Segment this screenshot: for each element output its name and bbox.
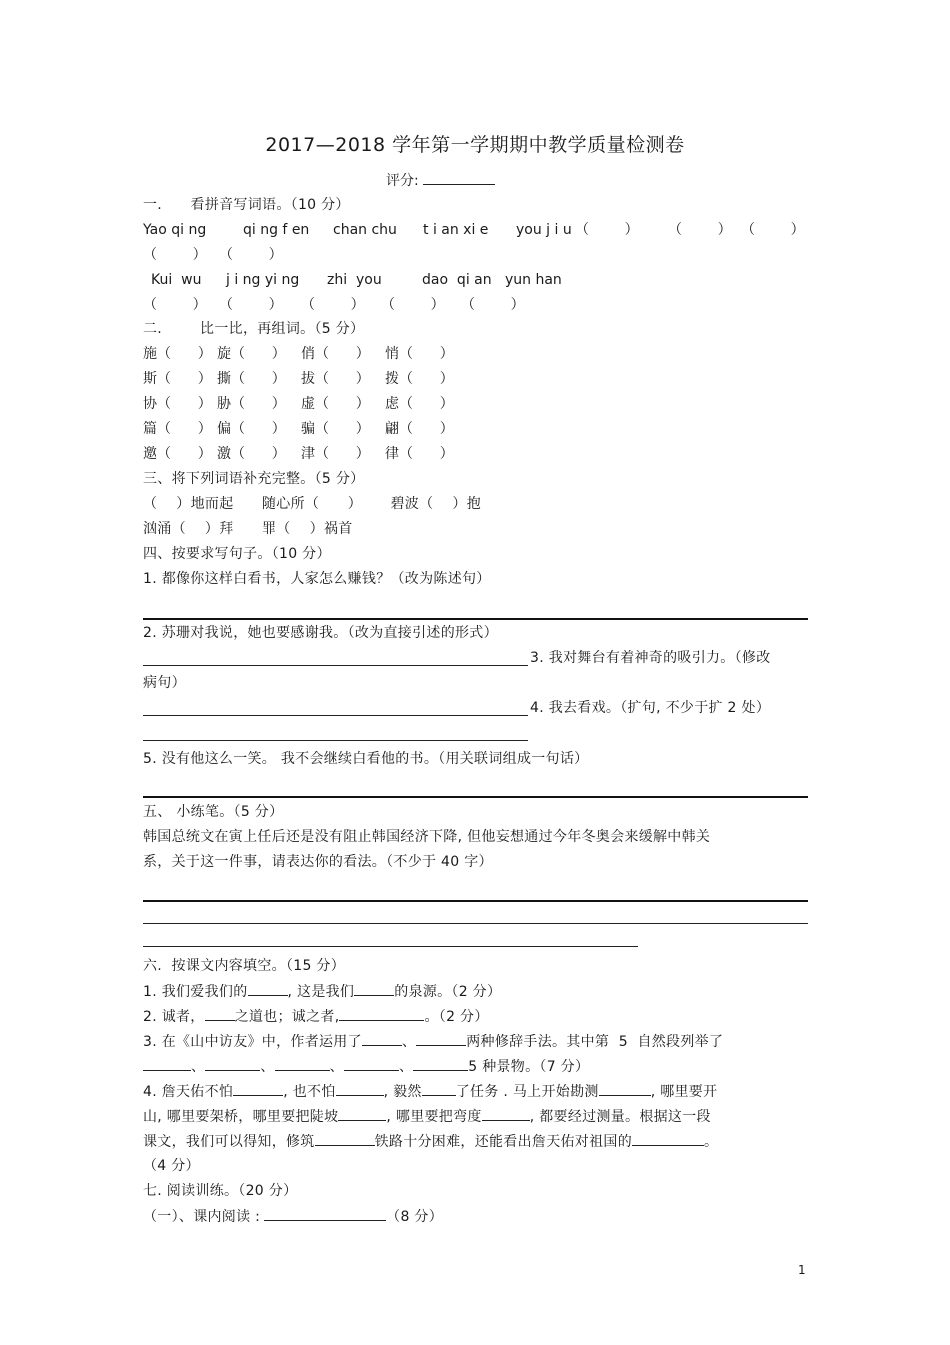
fill-blank[interactable] <box>143 1056 191 1071</box>
pinyin-item: chan chu <box>333 222 397 238</box>
compare-cell[interactable]: 激（ ） <box>217 446 286 462</box>
fill-blank[interactable] <box>344 1056 399 1071</box>
fill-blank[interactable] <box>336 1081 384 1096</box>
compare-cell[interactable]: 悄（ ） <box>385 346 454 362</box>
page-title: 2017—2018 学年第一学期期中教学质量检测卷 <box>265 134 685 156</box>
fill-blank[interactable] <box>275 1056 330 1071</box>
essay-prompt: 系，关于这一件事，请表达你的看法。（不少于 40 字） <box>143 854 493 870</box>
fill-blank[interactable] <box>339 1006 424 1021</box>
pinyin-item: t i an xi e <box>423 222 489 238</box>
compare-cell[interactable]: 斯（ ） <box>143 371 212 387</box>
fill-blank[interactable] <box>413 1056 468 1071</box>
fill-blank[interactable] <box>416 1031 466 1046</box>
compare-cell[interactable]: 拔（ ） <box>301 371 370 387</box>
question-4-4: 4. 我去看戏。（扩句, 不少于扩 2 处） <box>530 700 771 716</box>
compare-cell[interactable]: 旋（ ） <box>217 346 286 362</box>
compare-cell[interactable]: 邀（ ） <box>143 446 212 462</box>
score-field <box>386 170 495 190</box>
compare-cell[interactable]: 律（ ） <box>385 446 454 462</box>
score-label: 评分: <box>386 173 419 189</box>
compare-cell[interactable]: 津（ ） <box>301 446 370 462</box>
question-4-2: 2. 苏珊对我说，她也要感谢我。（改为直接引述的形式） <box>143 625 498 641</box>
compare-cell[interactable]: 篇（ ） <box>143 421 212 437</box>
pinyin-item: qi ng f en <box>243 222 310 238</box>
pinyin-item: Kui wu <box>151 272 202 288</box>
fill-blank[interactable] <box>315 1131 375 1146</box>
question-4-3-cont: 病句） <box>143 675 186 691</box>
fill-score: （4 分） <box>143 1158 200 1174</box>
answer-paren[interactable]: （ ） <box>143 297 207 313</box>
answer-paren[interactable]: （ ） <box>575 222 639 238</box>
answer-paren[interactable]: （ ） <box>461 297 525 313</box>
answer-paren[interactable]: （ ） <box>219 297 283 313</box>
question-4-1: 1. 都像你这样白看书，人家怎么赚钱？（改为陈述句） <box>143 571 491 587</box>
pinyin-item: dao qi an <box>422 272 492 288</box>
section-5-heading: 五、 小练笔。（5 分） <box>143 804 284 820</box>
fill-blank[interactable] <box>632 1131 704 1146</box>
page-number: 1 <box>798 1263 806 1277</box>
compare-cell[interactable]: 施（ ） <box>143 346 212 362</box>
answer-paren[interactable]: （ ） <box>741 222 805 238</box>
pinyin-item: you j i u <box>516 222 572 238</box>
fill-blank[interactable] <box>599 1081 651 1096</box>
fill-blank[interactable] <box>482 1106 530 1121</box>
compare-cell[interactable]: 骗（ ） <box>301 421 370 437</box>
idiom-line[interactable]: （ ）地而起 随心所（ ） 碧波（ ）抱 <box>143 496 482 512</box>
compare-cell[interactable]: 撕（ ） <box>217 371 286 387</box>
fill-line-4: 、 、 、 、 5 种景物。（7 分） <box>143 1056 589 1077</box>
answer-line[interactable] <box>143 796 808 798</box>
answer-line[interactable] <box>143 900 808 902</box>
pinyin-item: Yao qi ng <box>143 222 207 238</box>
answer-paren[interactable]: （ ） <box>668 222 732 238</box>
section-6-heading: 六. 按课文内容填空。（15 分） <box>143 958 346 974</box>
answer-paren[interactable]: （ ） <box>219 247 283 263</box>
score-blank[interactable] <box>423 170 495 185</box>
answer-paren[interactable]: （ ） <box>381 297 445 313</box>
section-7-heading: 七. 阅读训练。（20 分） <box>143 1183 298 1199</box>
fill-line-6: 山, 哪里要架桥，哪里要把陡坡 , 哪里要把弯度 , 都要经过测量。根据这一段 <box>143 1106 711 1127</box>
compare-cell[interactable]: 胁（ ） <box>217 396 286 412</box>
fill-blank[interactable] <box>338 1106 386 1121</box>
fill-line-1: 1. 我们爱我们的 , 这是我们 的泉源。（2 分） <box>143 981 501 1002</box>
fill-blank[interactable] <box>264 1206 386 1221</box>
answer-line[interactable] <box>143 618 808 620</box>
fill-blank[interactable] <box>205 1006 235 1021</box>
fill-blank[interactable] <box>354 981 394 996</box>
compare-cell[interactable]: 虚（ ） <box>301 396 370 412</box>
pinyin-item: yun han <box>505 272 562 288</box>
section-3-heading: 三、将下列词语补充完整。（5 分） <box>143 471 365 487</box>
fill-blank[interactable] <box>205 1056 260 1071</box>
fill-line-3: 3. 在《山中访友》中，作者运用了 、 两种修辞手法。其中第 5 自然段列举了 <box>143 1031 723 1052</box>
question-4-3: 3. 我对舞台有着神奇的吸引力。（修改 <box>530 650 771 666</box>
question-4-5: 5. 没有他这么一笑。 我不会继续白看他的书。（用关联词组成一句话） <box>143 751 589 767</box>
answer-line[interactable] <box>143 665 528 666</box>
pinyin-item: j i ng yi ng <box>226 272 300 288</box>
compare-cell[interactable]: 俏（ ） <box>301 346 370 362</box>
pinyin-item: zhi you <box>327 272 382 288</box>
compare-cell[interactable]: 虑（ ） <box>385 396 454 412</box>
reading-subheading: （一）、课内阅读 : （8 分） <box>143 1206 443 1227</box>
compare-cell[interactable]: 协（ ） <box>143 396 212 412</box>
fill-line-5: 4. 詹天佑不怕 , 也不怕 , 毅然 了任务 . 马上开始勘测 , 哪里要开 <box>143 1081 717 1102</box>
fill-blank[interactable] <box>422 1081 456 1096</box>
essay-prompt: 韩国总统文在寅上任后还是没有阻止韩国经济下降, 但他妄想通过今年冬奥会来缓解中韩关 <box>143 829 711 845</box>
fill-blank[interactable] <box>233 1081 283 1096</box>
answer-paren[interactable]: （ ） <box>301 297 365 313</box>
section-2-heading: 二. 比一比，再组词。（5 分） <box>143 321 365 337</box>
compare-cell[interactable]: 翩（ ） <box>385 421 454 437</box>
answer-line[interactable] <box>143 946 638 947</box>
compare-cell[interactable]: 拨（ ） <box>385 371 454 387</box>
idiom-line[interactable]: 汹涌（ ）拜 罪（ ）祸首 <box>143 521 353 537</box>
section-4-heading: 四、按要求写句子。（10 分） <box>143 546 331 562</box>
answer-line[interactable] <box>143 923 808 924</box>
fill-line-7: 课文，我们可以得知，修筑 铁路十分困难，还能看出詹天佑对祖国的 。 <box>143 1131 718 1152</box>
fill-blank[interactable] <box>362 1031 402 1046</box>
fill-line-2: 2. 诚者， 之道也；诚之者, 。（2 分） <box>143 1006 489 1027</box>
section-1-heading: 一. 看拼音写词语。（10 分） <box>143 197 350 213</box>
fill-blank[interactable] <box>248 981 288 996</box>
answer-line[interactable] <box>143 715 528 716</box>
answer-paren[interactable]: （ ） <box>143 247 207 263</box>
answer-line[interactable] <box>143 740 528 741</box>
compare-cell[interactable]: 偏（ ） <box>217 421 286 437</box>
